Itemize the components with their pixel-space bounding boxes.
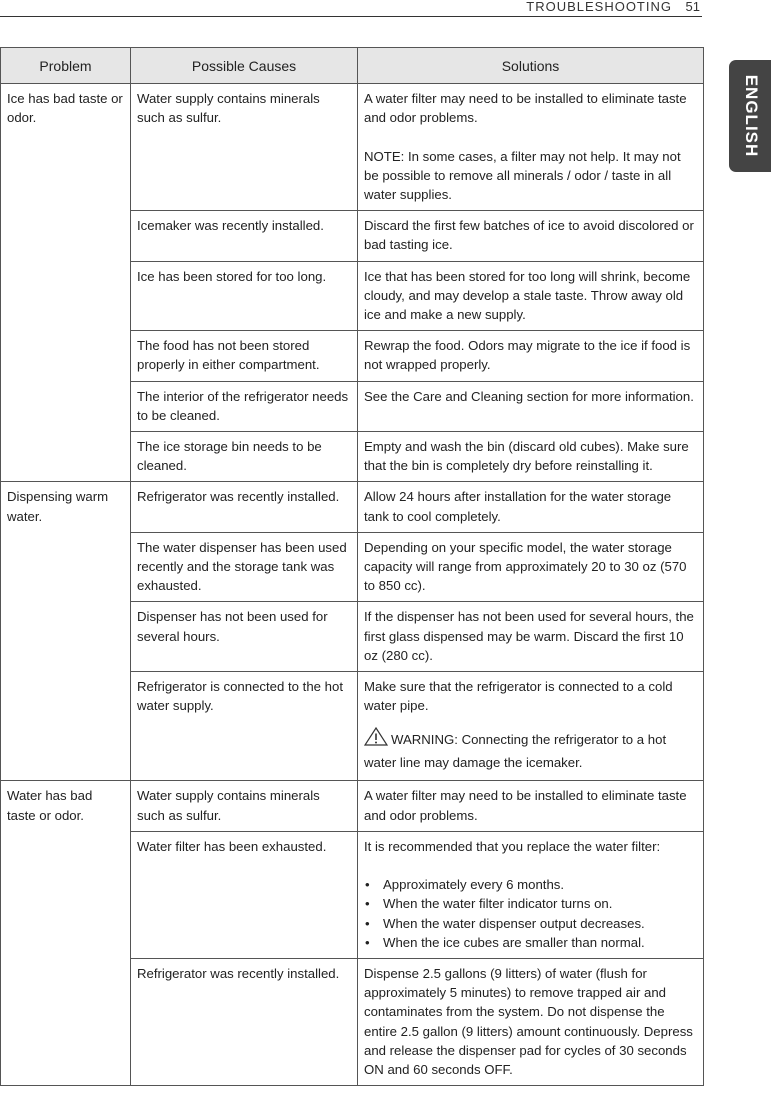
solution-cell xyxy=(358,84,704,211)
solution-cell: Dispense 2.5 gallons (9 litters) of water (flush for approximately 5 minutes) to remove trapped air and contaminates from the system. Do not dispense the entire 2.5 gallon (9 litters) amount continuously. Depress and release the dispenser pad for cycles of 30 seconds ON and 60 seconds OFF. xyxy=(358,958,704,1085)
solution-text: Make sure that the refrigerator is connected to a cold water pipe. xyxy=(364,679,673,714)
cause-cell: Water filter has been exhausted. xyxy=(131,831,358,958)
warning-triangle-icon xyxy=(364,727,388,746)
cause-cell: Water supply contains minerals such as sulfur. xyxy=(131,84,358,211)
cause-cell: Water supply contains minerals such as sulfur. xyxy=(131,781,358,831)
solution-cell: Depending on your specific model, the water storage capacity will range from approximately 20 to 30 oz (570 to 850 cc). xyxy=(358,532,704,602)
language-tab-label: ENGLISH xyxy=(742,74,761,158)
solution-cell: Rewrap the food. Odors may migrate to the ice if food is not wrapped properly. xyxy=(358,331,704,381)
cause-cell: The ice storage bin needs to be cleaned. xyxy=(131,432,358,482)
column-header-causes: Possible Causes xyxy=(131,48,358,84)
solution-cell: Allow 24 hours after installation for the water storage tank to cool completely. xyxy=(358,482,704,532)
cause-cell: The food has not been stored properly in either compartment. xyxy=(131,331,358,381)
solution-text: A water filter may need to be installed to eliminate taste and odor problems. xyxy=(364,91,687,126)
table-row xyxy=(1,781,704,831)
list-item: • Approximately every 6 months. xyxy=(364,875,697,894)
problem-cell: Water has bad taste or odor. xyxy=(1,781,131,1086)
page-number: 51 xyxy=(685,0,700,14)
list-item: • When the water dispenser output decreases. xyxy=(364,914,697,933)
problem-cell: Dispensing warm water. xyxy=(1,482,131,781)
solution-cell xyxy=(358,672,704,781)
solution-note: NOTE: In some cases, a filter may not help. It may not be possible to remove all minerals / odor / taste in all water supplies. xyxy=(364,148,681,203)
warning-note xyxy=(364,727,697,774)
troubleshooting-table xyxy=(0,47,704,1086)
section-title: TROUBLESHOOTING xyxy=(526,0,672,14)
column-header-problem: Problem xyxy=(1,48,131,84)
list-item: • When the ice cubes are smaller than normal. xyxy=(364,933,697,952)
cause-cell: Icemaker was recently installed. xyxy=(131,211,358,261)
cause-cell: The interior of the refrigerator needs to be cleaned. xyxy=(131,381,358,431)
column-header-solutions: Solutions xyxy=(358,48,704,84)
solution-cell: Ice that has been stored for too long will shrink, become cloudy, and may develop a stale taste. Throw away old ice and make a new supply. xyxy=(358,261,704,331)
bullet-list xyxy=(364,875,697,952)
page-header xyxy=(0,0,702,17)
solution-text: It is recommended that you replace the water filter: xyxy=(364,838,661,854)
cause-cell: Refrigerator is connected to the hot water supply. xyxy=(131,672,358,781)
solution-cell: If the dispenser has not been used for several hours, the first glass dispensed may be warm. Discard the first 10 oz (280 cc). xyxy=(358,602,704,672)
warning-text: WARNING: Connecting the refrigerator to a hot water line may damage the icemaker. xyxy=(364,732,667,771)
problem-cell: Ice has bad taste or odor. xyxy=(1,84,131,482)
table-row xyxy=(1,482,704,532)
language-tab xyxy=(729,60,771,172)
solution-cell: A water filter may need to be installed to eliminate taste and odor problems. xyxy=(358,781,704,831)
solution-cell: Empty and wash the bin (discard old cubes). Make sure that the bin is completely dry before reinstalling it. xyxy=(358,432,704,482)
cause-cell: The water dispenser has been used recently and the storage tank was exhausted. xyxy=(131,532,358,602)
cause-cell: Ice has been stored for too long. xyxy=(131,261,358,331)
cause-cell: Refrigerator was recently installed. xyxy=(131,958,358,1085)
table-header-row xyxy=(1,48,704,84)
cause-cell: Refrigerator was recently installed. xyxy=(131,482,358,532)
cause-cell: Dispenser has not been used for several hours. xyxy=(131,602,358,672)
list-item: • When the water filter indicator turns on. xyxy=(364,894,697,913)
solution-cell: Discard the first few batches of ice to avoid discolored or bad tasting ice. xyxy=(358,211,704,261)
solution-cell xyxy=(358,831,704,958)
solution-cell: See the Care and Cleaning section for more information. xyxy=(358,381,704,431)
table-row xyxy=(1,84,704,211)
